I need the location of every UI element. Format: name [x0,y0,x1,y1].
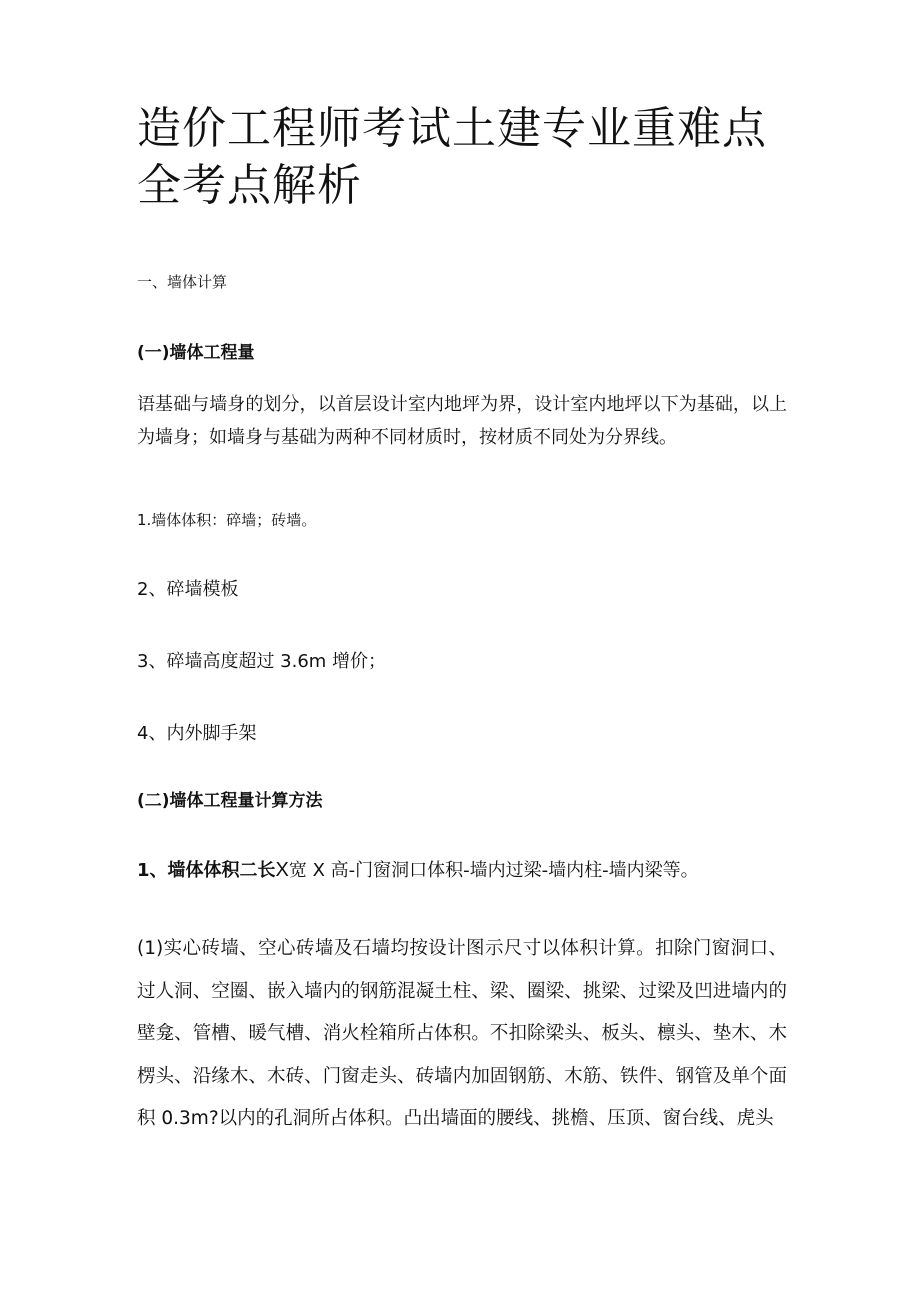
list-item: 4、内外脚手架 [137,723,257,744]
section-heading: 一、墙体计算 [137,273,228,291]
formula-line [137,858,699,883]
list-item: 1.墙体体积：碎墙；砖墙。 [137,511,317,529]
formula-x: X [275,859,289,881]
subsection-heading: (二)墙体工程量计算方法 [137,791,323,811]
formula-bold: 1、墙体体积二长 [137,860,276,881]
paragraph: (1)实心砖墙、空心砖墙及石墙均按设计图示尺寸以体积计算。扣除门窗洞口、过人洞、空圈、嵌入墙内的钢筋混凝土柱、梁、圈梁、挑梁、过梁及凹进墙内的壁龛、管槽、暖气槽、消火栓箱所占体积。不扣除梁头、板头、檩头、垫木、木楞头、沿缘木、木砖、门窗走头、砖墙内加固钢筋、木筋、铁件、钢管及单个面积 0.3m?以内的孔洞所占体积。凸出墙面的腰线、挑檐、压顶、窗台线、虎头 [137,938,787,1129]
paragraph: 语基础与墙身的划分，以首层设计室内地坪为界，设计室内地坪以下为基础，以上为墙身；如墙身与基础为两种不同材质时，按材质不同处为分界线。 [137,394,787,448]
subsection-heading: (一)墙体工程量 [137,343,255,363]
list-item: 2、碎墙模板 [137,579,239,600]
formula-rest: 宽 X 高-门窗洞口体积-墙内过梁-墙内柱-墙内梁等。 [288,860,699,881]
document-title: 造价工程师考试土建专业重难点全考点解析 [137,103,767,211]
list-item: 3、碎墙高度超过 3.6m 增价； [137,651,387,672]
